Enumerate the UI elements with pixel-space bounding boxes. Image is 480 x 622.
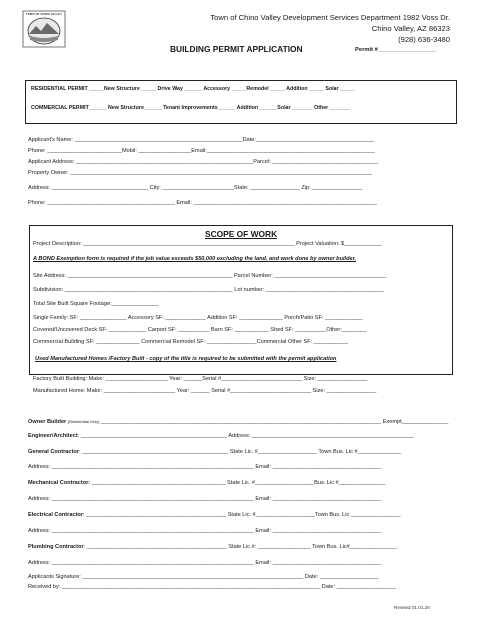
applicant-phone-row[interactable]: Phone: ________________________Mobil: _________________Email:______________________________________________________ [28,148,375,154]
logo-text: TOWN OF CHINO VALLEY [25,13,63,16]
plumbing-contractor-row[interactable] [28,544,396,551]
header-line-1: Town of Chino Valley Development Services Department 1982 Voss Dr. [210,13,450,22]
applicant-signature-row[interactable]: Applicants Signature: _______________________________________________________________________ Date: ___________________ [28,574,379,580]
general-contractor-label: General Contractor [28,449,79,455]
mechanical-contractor-line: ___________________________________________ State Lic. #___________________Bus. Lic #_______________ [90,480,386,486]
factory-built-row[interactable]: Factory Built Building: Make: ____________________ Year: ______Serial #__________________________ Size: ________________ [33,376,368,382]
manufactured-home-row[interactable]: Manufactured Home: Make: _______________________ Year: ______ Serial #__________________________ Size: ________________ [33,388,377,394]
general-contractor-line: : _______________________________________________ State Lic. #___________________ Town Bus. Lic #______________ [78,449,402,455]
property-owner-row[interactable]: Property Owner: _________________________________________________________________________________________________ [28,170,373,176]
general-contractor-row[interactable] [28,449,401,456]
scope-title: SCOPE OF WORK [205,229,278,239]
commercial-sf-row[interactable]: Commercial Building SF: ______________ Commercial Remodel SF: ________________Commercial Other SF: ___________ [33,339,348,345]
owner-builder-label: Owner Builder [28,419,67,425]
manufactured-homes-notice: Used Manufactured Homes /Factory Built - copy of the title is required to be submitted with the permit application [35,356,337,362]
revised-date: Revised 01.01.26 [394,605,430,610]
engineer-line: : _______________________________________________ Address: ____________________________________________________ [77,433,414,439]
deck-sf-row[interactable]: Covered/Uncovered Deck SF: ____________ Carport SF: __________ Barn SF: ___________ Shed SF: __________Other:________ [33,327,367,333]
owner-phone-row[interactable]: Phone: _________________________________________ Email: ___________________________________________________________ [28,200,378,206]
plumbing-contractor-label: Plumbing Contractor [28,544,84,550]
bond-notice: A BOND Exemption form is required if the job value exceeds $50,000 excluding the land, and work done by owner builder. [33,256,357,262]
residential-permit-row[interactable]: RESIDENTIAL PERMIT _____New Structure _____ Drive Way ______ Accessory _____Remodel _____ Addition _____ Solar _____ [31,86,355,92]
engineer-label: Engineer/Architect [28,433,78,439]
engineer-row[interactable] [28,433,414,440]
received-by-row[interactable]: Received by: ___________________________________________________________________________________ Date: ___________________ [28,584,396,590]
site-address-row[interactable]: Site Address: _____________________________________________________ Parcel Number: ____________________________________ [33,273,387,279]
applicant-address-row[interactable]: Applicant Address: _________________________________________________________Parcel: __________________________________ [28,159,378,165]
owner-builder-note: (Residential Only) [67,419,100,424]
plumbing-contractor-address-row[interactable]: Address: _________________________________________________________________ Email: ___________________________________ [28,560,382,566]
owner-builder-row[interactable] [28,418,448,426]
plumbing-contractor-line: : _____________________________________________ State Lic.#: _________________ Town Bus. Lic#_______________ [83,544,397,550]
electrical-contractor-label: Electrical Contractor [28,512,84,518]
commercial-permit-row[interactable]: COMMERCIAL PERMIT______ New Structure______ Tenant Improvements______ Addition ______Solar _______ Other _______ [31,105,351,111]
owner-builder-line: __________________________________________________________________________________________ Exempt_______________ [99,419,449,425]
electrical-contractor-row[interactable] [28,512,401,519]
permit-number-field[interactable]: Permit #__________________ [355,47,436,53]
single-family-sf-row[interactable]: Single Family: SF: _______________ Accessory SF: _____________ Addition SF: ______________ Porch/Patio SF: ____________ [33,315,363,321]
total-square-footage-row[interactable]: Total Site Built Square Footage:_______________ [33,301,159,307]
page-title: BUILDING PERMIT APPLICATION [170,44,303,54]
owner-address-row[interactable]: Address: _______________________________ City: _______________________State: ________________ Zip: ________________ [28,185,363,191]
mechanical-contractor-label: Mechanical Contractor: [28,480,91,486]
electrical-contractor-address-row[interactable]: Address: _________________________________________________________________ Email: ___________________________________ [28,528,382,534]
electrical-contractor-line: : _____________________________________________ State Lic. #___________________Town Bus. Lic ________________ [83,512,401,518]
header-line-3: (928) 636-3480 [398,35,450,44]
subdivision-row[interactable]: Subdivision: ______________________________________________________ Lot number: ______________________________________ [33,287,384,293]
mechanical-contractor-row[interactable] [28,480,385,487]
project-description-row[interactable]: Project Description: ____________________________________________________________________ Project Valuation: $____________ [33,241,382,247]
mechanical-contractor-address-row[interactable]: Address: _________________________________________________________________ Email: ___________________________________ [28,496,382,502]
general-contractor-address-row[interactable]: Address: _________________________________________________________________ Email: ___________________________________ [28,464,382,470]
header-line-2: Chino Valley, AZ 86323 [371,24,450,33]
applicant-name-row[interactable]: Applicant's Name: ______________________________________________________Date:______________________________________ [28,137,375,143]
